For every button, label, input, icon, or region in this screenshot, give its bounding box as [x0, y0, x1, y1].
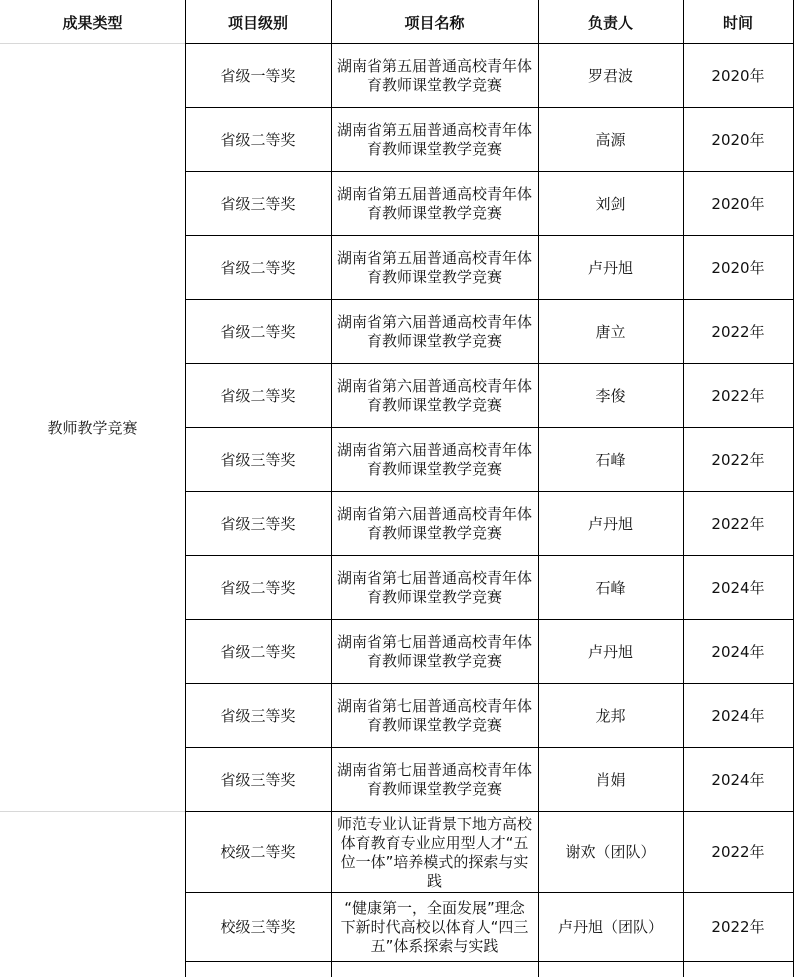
grid-line-horizontal: [185, 892, 793, 893]
header-level: 项目级别: [227, 13, 288, 32]
header-time: 时间: [722, 13, 753, 32]
time-cell: 2020年: [711, 194, 765, 213]
time-cell: 2022年: [711, 918, 765, 936]
grid-line-horizontal: [185, 491, 793, 492]
category-cell: [0, 812, 185, 977]
project-name-cell: 湖南省第五届普通高校青年体育教师课堂教学竞赛: [337, 185, 533, 222]
grid-line-horizontal: [185, 107, 793, 108]
level-cell: 省级三等奖: [220, 450, 296, 469]
grid-line-horizontal: [185, 555, 793, 556]
grid-line-horizontal: [185, 235, 793, 236]
project-name-cell: 湖南省第六届普通高校青年体育教师课堂教学竞赛: [337, 441, 533, 478]
grid-line-horizontal: [185, 961, 793, 962]
grid-line-vertical: [793, 0, 794, 977]
time-cell: 2022年: [711, 386, 765, 405]
grid-line-horizontal: [185, 363, 793, 364]
level-cell: 省级二等奖: [220, 322, 296, 341]
leader-cell: 罗君波: [587, 66, 633, 85]
leader-cell: 谢欢（团队）: [565, 843, 656, 861]
level-cell: 省级三等奖: [220, 514, 296, 533]
project-name-cell: 湖南省第七届普通高校青年体育教师课堂教学竞赛: [337, 761, 533, 798]
time-cell: 2022年: [711, 514, 765, 533]
grid-line-horizontal: [0, 43, 185, 44]
level-cell: 省级三等奖: [220, 770, 296, 789]
leader-cell: 肖娟: [595, 770, 626, 789]
time-cell: 2024年: [711, 578, 765, 597]
project-name-cell: “健康第一，全面发展”理念下新时代高校以体育人“四三五”体系探索与实践: [340, 899, 529, 955]
level-cell: 省级二等奖: [220, 642, 296, 661]
project-name-cell: 湖南省第六届普通高校青年体育教师课堂教学竞赛: [337, 377, 533, 414]
project-name-cell: 湖南省第六届普通高校青年体育教师课堂教学竞赛: [337, 313, 533, 350]
project-name-cell: 湖南省第五届普通高校青年体育教师课堂教学竞赛: [337, 121, 533, 158]
project-name-cell: 湖南省第六届普通高校青年体育教师课堂教学竞赛: [337, 505, 533, 542]
level-cell: 省级三等奖: [220, 706, 296, 725]
time-cell: 2024年: [711, 706, 765, 725]
leader-cell: 卢丹旭（团队）: [557, 918, 663, 936]
project-name-cell: 湖南省第五届普通高校青年体育教师课堂教学竞赛: [337, 249, 533, 286]
header-name: 项目名称: [404, 13, 465, 32]
level-cell: 省级一等奖: [220, 66, 296, 85]
level-cell: 校级二等奖: [220, 843, 296, 861]
header-category: 成果类型: [62, 13, 123, 32]
level-cell: 省级二等奖: [220, 386, 296, 405]
leader-cell: 石峰: [595, 578, 626, 597]
leader-cell: 李俊: [595, 386, 626, 405]
level-cell: 省级二等奖: [220, 258, 296, 277]
grid-line-vertical: [185, 0, 186, 977]
time-cell: 2024年: [711, 642, 765, 661]
grid-line-horizontal: [185, 811, 793, 812]
level-cell: 省级二等奖: [220, 578, 296, 597]
level-cell: 校级三等奖: [220, 918, 296, 936]
grid-line-horizontal: [185, 427, 793, 428]
level-cell: 省级三等奖: [220, 194, 296, 213]
leader-cell: 龙邦: [595, 706, 626, 725]
time-cell: 2020年: [711, 130, 765, 149]
project-name-cell: 湖南省第五届普通高校青年体育教师课堂教学竞赛: [337, 57, 533, 94]
project-name-cell: 湖南省第七届普通高校青年体育教师课堂教学竞赛: [337, 569, 533, 606]
grid-line-horizontal: [185, 171, 793, 172]
project-name-cell: 湖南省第七届普通高校青年体育教师课堂教学竞赛: [337, 697, 533, 734]
grid-line-horizontal: [185, 299, 793, 300]
header-leader: 负责人: [587, 13, 633, 32]
level-cell: 省级二等奖: [220, 130, 296, 149]
grid-line-horizontal: [185, 619, 793, 620]
grid-line-horizontal: [185, 683, 793, 684]
project-name-cell: 湖南省第七届普通高校青年体育教师课堂教学竞赛: [337, 633, 533, 670]
leader-cell: 卢丹旭: [587, 514, 633, 533]
grid-line-horizontal: [185, 43, 793, 44]
time-cell: 2020年: [711, 66, 765, 85]
leader-cell: 唐立: [595, 322, 626, 341]
time-cell: 2022年: [711, 843, 765, 861]
grid-line-horizontal: [0, 811, 185, 812]
category-cell: 教师教学竞赛: [47, 418, 138, 437]
leader-cell: 石峰: [595, 450, 626, 469]
leader-cell: 卢丹旭: [587, 642, 633, 661]
leader-cell: 卢丹旭: [587, 258, 633, 277]
time-cell: 2022年: [711, 322, 765, 341]
time-cell: 2024年: [711, 770, 765, 789]
grid-line-horizontal: [185, 747, 793, 748]
leader-cell: 高源: [595, 130, 626, 149]
time-cell: 2022年: [711, 450, 765, 469]
grid-line-vertical: [331, 0, 332, 977]
grid-line-vertical: [683, 0, 684, 977]
grid-line-vertical: [538, 0, 539, 977]
time-cell: 2020年: [711, 258, 765, 277]
project-name-cell: 师范专业认证背景下地方高校体育教育专业应用型人才“五位一体”培养模式的探索与实践: [337, 814, 533, 890]
leader-cell: 刘剑: [595, 194, 626, 213]
